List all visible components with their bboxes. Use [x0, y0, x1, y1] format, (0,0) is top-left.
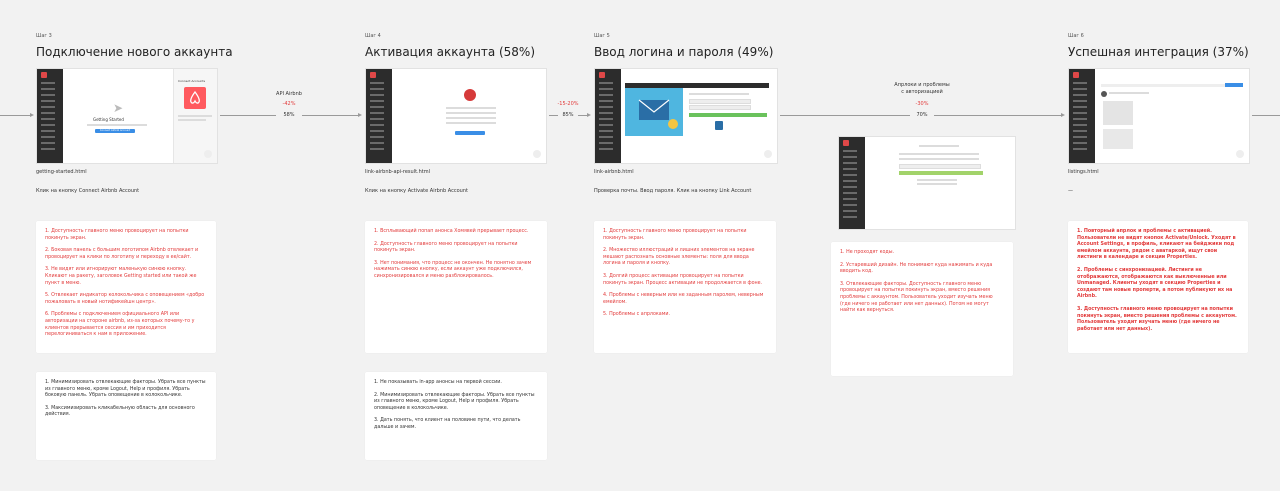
- file-name: getting-started.html: [36, 169, 87, 175]
- chat-icon[interactable]: [204, 150, 212, 158]
- screenshot-getting-started: [36, 68, 218, 164]
- file-name: link-airbnb.html: [594, 169, 634, 175]
- problem-item: 2. Доступность главного меню провоцирует на попытки покинуть экран.: [374, 241, 518, 254]
- solution-item: 2. Минимизировать отвлекающие факторы. Убрать все пункты из главного меню, кроме Logout, Help и профиля. Убрать оповещение в колокольчике.: [374, 392, 535, 411]
- side-panel-title: Connect Accounts: [178, 79, 206, 83]
- screenshot-listings: [1068, 68, 1250, 164]
- step-title: Ввод логина и пароля (49%): [594, 45, 774, 59]
- problem-item: 2. Проблемы с синхронизацией. Листинги не отображаются, отображаются как выключенные или Unmanaged. Клиенты уходят в секцию Properties и создают там новые проперти, а потом публикуют их на Airbnb.: [1077, 267, 1233, 300]
- problem-item: 6. Проблемы с подключением официального API или авторизации на стороне airbnb, из-за которых почему-то у клиентов прерывается сессия и им приходится перелогиниваться к нам в приложение.: [45, 312, 195, 338]
- problem-item: 1. Доступность главного меню провоцирует на попытки покинуть экран.: [603, 229, 747, 241]
- file-name: link-airbnb-api-result.html: [365, 169, 431, 175]
- arrow-icon: [1061, 113, 1065, 117]
- listing-thumbnail: [1103, 101, 1133, 125]
- problem-item: 2. Боковая панель с большим логотипом Airbnb отвлекает и провоцирует на клики по логотипу и переходу в ее/сайт.: [45, 248, 199, 260]
- solution-item: 3. Максимизировать кликабельную область для основного действия.: [45, 405, 195, 418]
- arrow-icon: [358, 113, 362, 117]
- listing-thumbnail: [1103, 129, 1133, 149]
- connector-label: API Airbnb: [276, 91, 302, 97]
- problem-item: 2. Множество иллюстраций и лишних элементов на экране мешают распознать основные элементы: поля для ввода логина и пароля и кнопку.: [603, 248, 755, 267]
- solution-item: 3. Дать понять, что клиент на половине пути, что делать дальше и зачем.: [374, 418, 521, 430]
- connector-percent: 85%: [558, 112, 578, 118]
- step-label: Шаг 5: [594, 33, 610, 39]
- sidebar-menu: [1069, 69, 1095, 163]
- avatar: [1101, 91, 1107, 97]
- chat-icon[interactable]: [533, 150, 541, 158]
- link-account-button[interactable]: [689, 113, 767, 117]
- illustration: [625, 88, 683, 136]
- solutions-card: [36, 372, 216, 460]
- problem-item: 3. Нет понимания, что процесс не окончен. Не понятно зачем нажимать синюю кнопку, если аккаунт уже подключился, синхронизировался и меню разблокировалось.: [374, 260, 532, 279]
- connect-airbnb-button[interactable]: Connect Airbnb Account: [95, 129, 135, 133]
- step-caption: —: [1068, 188, 1073, 194]
- problem-item: 1. Всплывающий попап анонса Хомявей прерывает процесс.: [374, 229, 529, 234]
- problem-item: 3. Отвлекающие факторы. Доступность главного меню провоцирует на попытки покинуть экран, вместо решения проблемы с аккаунтом. Пользователь уходит изучать меню (где ничего не работает или нет данных). Потом не могут найти как вернуться.: [840, 281, 993, 314]
- sidebar-menu: [595, 69, 621, 163]
- connector-drop: -30%: [915, 101, 929, 107]
- chat-icon[interactable]: [1236, 150, 1244, 158]
- problems-card: [365, 221, 547, 353]
- problem-item: 1. Повторный апрлок и проблемы с активацией. Пользователи не видят кнопок Activate/Unlock. Уходят в Account Settings, в профиль, кликают на бейджики под емейлом аккаунта, рядом с аватаркой, ищут свои листинги в календаре и секции Properties.: [1077, 229, 1236, 261]
- solution-item: 1. Минимизировать отвлекающие факторы. Убрать все пункты из главного меню, кроме Logout, Help и профиля. Убрать боковую панель. Убрать оповещение в колокольчике.: [45, 380, 206, 399]
- connector-label: Апрлоки и проблемы с авторизацией: [894, 82, 950, 95]
- solutions-card: [365, 372, 547, 460]
- screenshot-code: [838, 136, 1016, 230]
- connector-drop: -42%: [282, 101, 296, 107]
- file-name: listings.html: [1068, 169, 1099, 175]
- step-label: Шаг 3: [36, 33, 52, 39]
- step-label: Шаг 6: [1068, 33, 1084, 39]
- step-caption: Клик на кнопку Activate Airbnb Account: [365, 188, 468, 194]
- solution-item: 1. Не показывать in-app анонсы на первой сессии.: [374, 380, 502, 385]
- connector-percent: 70%: [910, 112, 934, 118]
- connector-line: [1252, 115, 1280, 116]
- add-listing-button[interactable]: [1225, 83, 1243, 87]
- connector-line: [0, 115, 30, 116]
- connector-percent: 58%: [276, 112, 302, 118]
- arrow-icon: [587, 113, 591, 117]
- chat-icon[interactable]: [764, 150, 772, 158]
- step-caption: Клик на кнопку Connect Airbnb Account: [36, 188, 140, 194]
- problem-item: 3. Долгий процесс активации провоцирует на попытки покинуть экран. Процесс активации не продолжается в фоне.: [603, 273, 763, 286]
- problem-item: 4. Проблемы с неверным или не заданным паролем, неверным емейлом.: [603, 293, 764, 305]
- activate-airbnb-button[interactable]: [455, 131, 485, 135]
- step-label: Шаг 4: [365, 33, 381, 39]
- problem-item: 5. Проблемы с апрлоками.: [603, 312, 670, 318]
- screenshot-activation: [365, 68, 547, 164]
- problems-card: [831, 242, 1013, 376]
- step-title: Подключение нового аккаунта: [36, 45, 233, 59]
- sidebar-menu: [839, 137, 865, 229]
- problem-item: 5. Отвлекает индикатор колокольчика с оповещением «добро пожаловать в новый нотификейшн центр».: [45, 293, 205, 305]
- submit-code-button[interactable]: [899, 171, 983, 175]
- shield-icon: [715, 121, 723, 130]
- screenshot-login: [594, 68, 778, 164]
- step-title: Активация аккаунта (58%): [365, 45, 536, 59]
- rocket-icon: ➤: [113, 101, 124, 115]
- problem-item: 2. Устаревший дизайн. Не понимают куда нажимать и куда вводить код.: [840, 262, 993, 275]
- avatar: [464, 89, 476, 101]
- sidebar-menu: [366, 69, 392, 163]
- problems-card: [594, 221, 776, 353]
- problem-item: 1. Не проходят коды.: [840, 250, 895, 255]
- sidebar-menu: [37, 69, 63, 163]
- airbnb-logo: [184, 87, 206, 109]
- problem-item: 3. Не видят или игнорируют маленькую синюю кнопку. Кликают на ракету, заголовок Getting started или такой же пункт в меню.: [45, 267, 197, 286]
- problem-item: 1. Доступность главного меню провоцирует на попытки покинуть экран.: [45, 229, 189, 241]
- step-title: Успешная интеграция (37%): [1068, 45, 1249, 59]
- problems-card: [1068, 221, 1248, 353]
- getting-started-heading: Getting Started: [93, 117, 124, 122]
- problems-card: [36, 221, 216, 353]
- arrow-icon: [30, 113, 34, 117]
- problem-item: 3. Доступность главного меню провоцирует на попытки покинуть экран, вместо решения проблемы с аккаунтом. Пользователь уходит изучать меню (где ничего не работает или нет данных).: [1077, 306, 1237, 332]
- side-panel: [173, 69, 218, 163]
- step-caption: Проверка почты. Ввод пароля. Клик на кнопку Link Account: [594, 188, 752, 194]
- connector-drop: -15-20%: [557, 101, 579, 107]
